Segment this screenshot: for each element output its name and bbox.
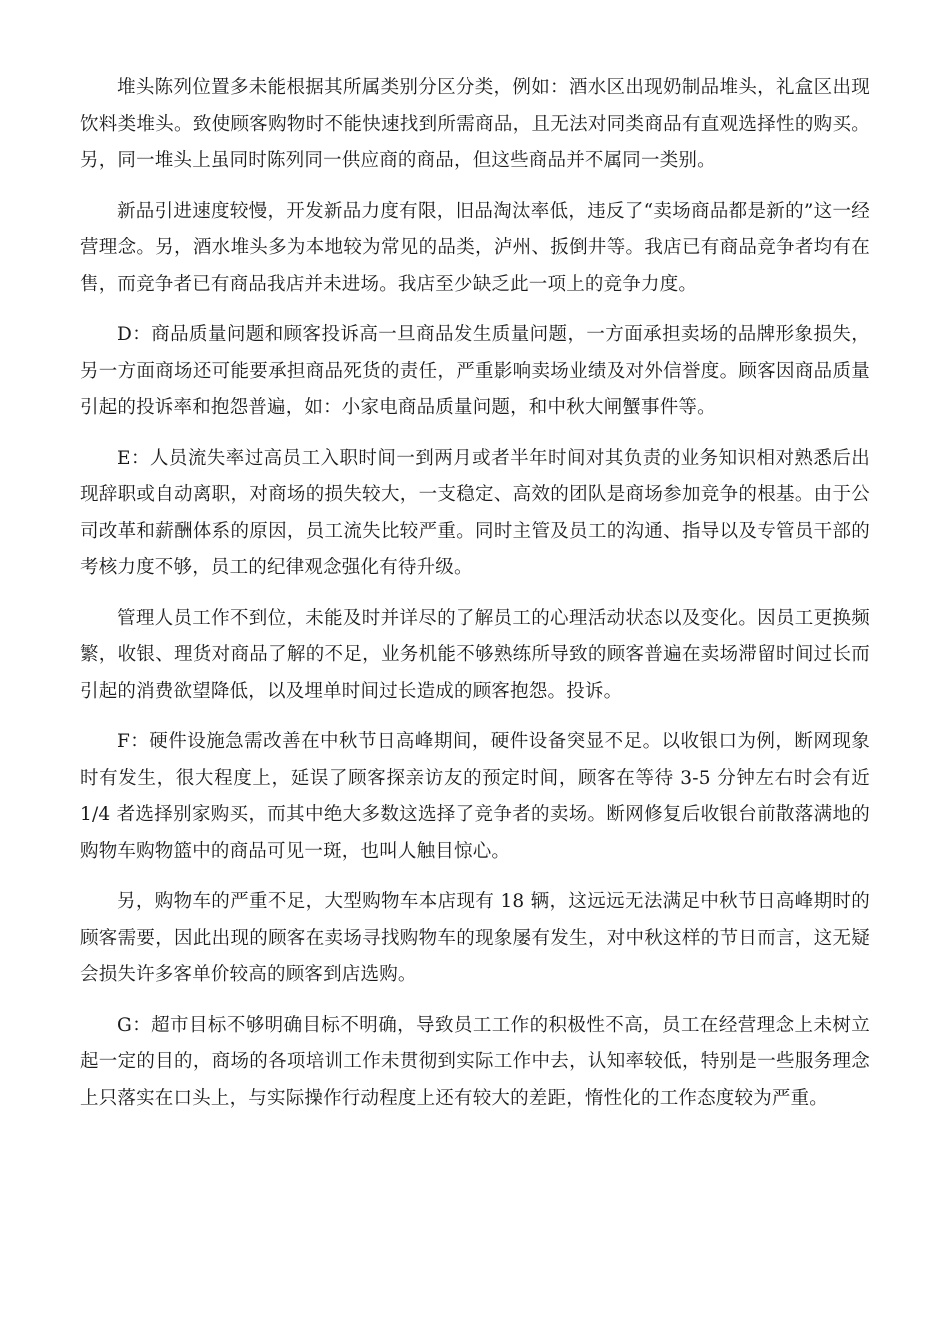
paragraph-hardware: F：硬件设施急需改善在中秋节日高峰期间，硬件设备突显不足。以收银口为例，断网现象时有发生，很大程度上，延误了顾客探亲访友的预定时间，顾客在等待 3-5 分钟左右时会有近 1/4 者选择别家购买，而其中绝大多数这选择了竞争者的卖场。断网修复后收银台前散落满地的购物车购物篮中的商品可见一斑，也叫人触目惊心。 — [80, 731, 870, 862]
paragraph-display-location: 堆头陈列位置多未能根据其所属类别分区分类，例如：酒水区出现奶制品堆头，礼盒区出现饮料类堆头。致使顾客购物时不能快速找到所需商品，且无法对同类商品有直观选择性的购买。另，同一堆头上虽同时陈列同一供应商的商品，但这些商品并不属同一类别。 — [80, 77, 870, 171]
paragraph-new-products: 新品引进速度较慢，开发新品力度有限，旧品淘汰率低，违反了“卖场商品都是新的”这一经营理念。另，酒水堆头多为本地较为常见的品类，泸州、扳倒井等。我店已有商品竞争者均有在售，而竞争者已有商品我店并未进场。我店至少缺乏此一项上的竞争力度。 — [80, 200, 870, 295]
paragraph-goals: G：超市目标不够明确目标不明确，导致员工工作的积极性不高，员工在经营理念上未树立起一定的目的，商场的各项培训工作未贯彻到实际工作中去，认知率较低，特别是一些服务理念上只落实在口头上，与实际操作行动程度上还有较大的差距，惰性化的工作态度较为严重。 — [80, 1014, 870, 1109]
paragraph-management: 管理人员工作不到位，未能及时并详尽的了解员工的心理活动状态以及变化。因员工更换频繁，收银、理货对商品了解的不足，业务机能不够熟练所导致的顾客普遍在卖场滞留时间过长而引起的消费欲望降低，以及埋单时间过长造成的顾客抱怨。投诉。 — [80, 607, 870, 702]
paragraph-shopping-carts: 另，购物车的严重不足，大型购物车本店现有 18 辆，这远远无法满足中秋节日高峰期时的顾客需要，因此出现的顾客在卖场寻找购物车的现象屡有发生，对中秋这样的节日而言，这无疑会损失许多客单价较高的顾客到店选购。 — [80, 891, 870, 985]
paragraph-quality-complaints: D：商品质量问题和顾客投诉高一旦商品发生质量问题，一方面承担卖场的品牌形象损失，另一方面商场还可能要承担商品死货的责任，严重影响卖场业绩及对外信誉度。顾客因商品质量引起的投诉率和抱怨普遍，如：小家电商品质量问题，和中秋大闸蟹事件等。 — [80, 324, 870, 418]
paragraph-staff-turnover: E：人员流失率过高员工入职时间一到两月或者半年时间对其负责的业务知识相对熟悉后出现辞职或自动离职，对商场的损失较大，一支稳定、高效的团队是商场参加竞争的根基。由于公司改革和薪酬体系的原因，员工流失比较严重。同时主管及员工的沟通、指导以及专管员干部的考核力度不够，员工的纪律观念强化有待升级。 — [80, 447, 870, 578]
document-page — [80, 70, 870, 1131]
